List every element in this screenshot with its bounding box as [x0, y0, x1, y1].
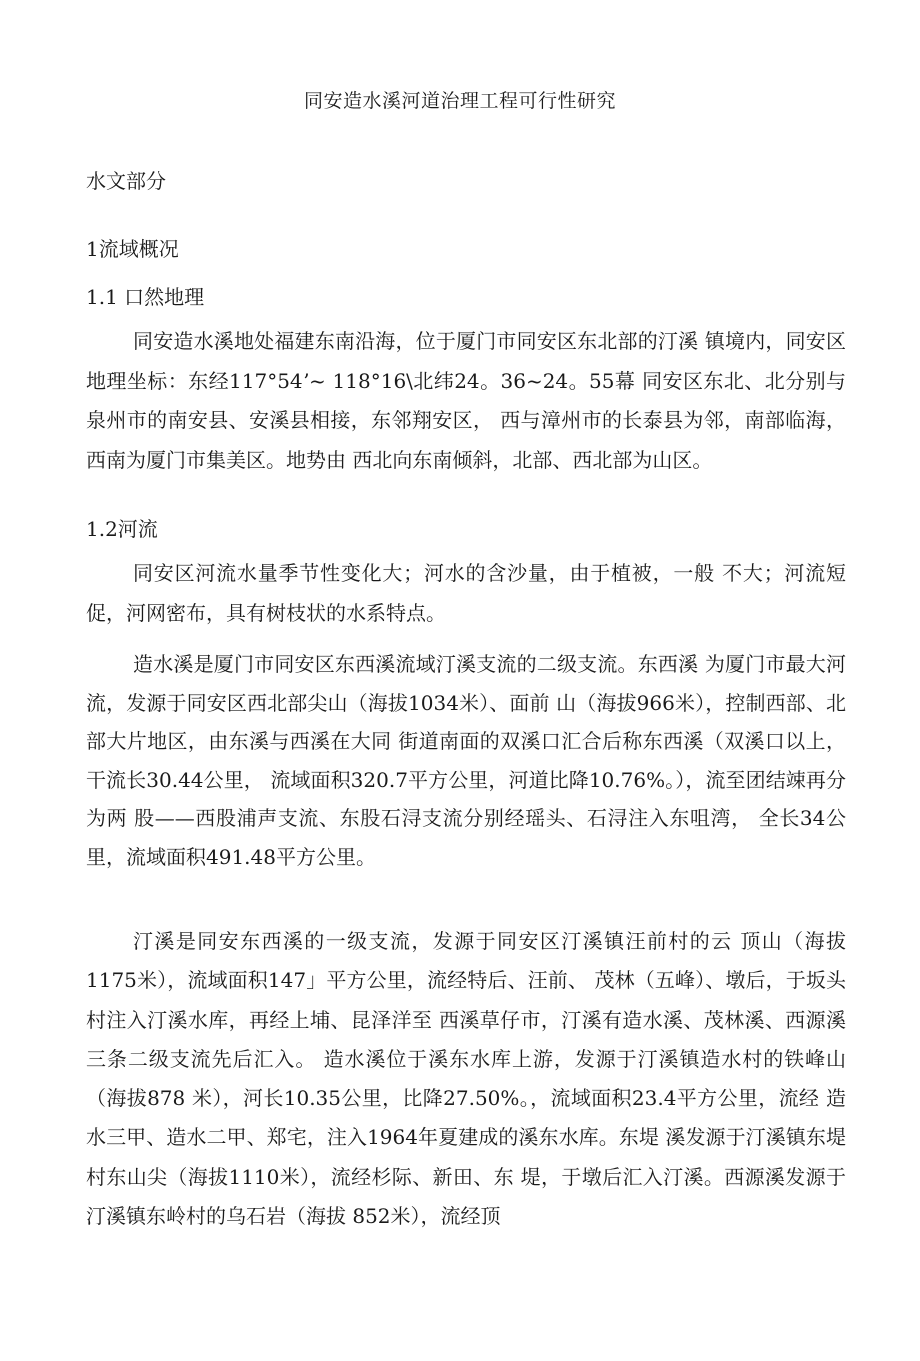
paragraph-zaoshui-stream: 造水溪是厦门市同安区东西溪流域汀溪支流的二级支流。东西溪 为厦门市最大河流，发源于同安区西北部尖山（海拔1034米）、面前 山（海拔966米），控制西部、北部大片地区，由东溪与西溪在大同 街道南面的双溪口汇合后称东西溪（双溪口以上，干流长30.44公里， 流域面积320.7平方公里，河道比降10.76%。），流至团结竦再分为两 股——西股浦声支流、东股石浔支流分别经瑶头、石浔注入东咀湾， 全长34公里，流域面积491.48平方公里。 — [86, 652, 846, 869]
document-title: 同安造水溪河道治理工程可行性研究 — [303, 90, 616, 112]
section-heading-1: 1流域概况 — [86, 237, 179, 261]
paragraph-rivers-overview: 同安区河流水量季节性变化大；河水的含沙量，由于植被，一般 不大；河流短促，河网密布，具有树枝状的水系特点。 — [86, 561, 846, 625]
paragraph-tingxi-stream: 汀溪是同安东西溪的一级支流，发源于同安区汀溪镇汪前村的云 顶山（海拔1175米），流域面积147」平方公里，流经特后、汪前、 茂林（五峰）、墩后，于坂头村注入汀溪水库，再经上埔、昆泽洋至 西溪草仔市，汀溪有造水溪、茂林溪、西源溪三条二级支流先后汇入。 造水溪位于溪东水库上游，发源于汀溪镇造水村的铁峰山（海拔878 米），河长10.35公里，比降27.50%。，流域面积23.4平方公里，流经 造水三甲、造水二甲、郑宅，注入1964年夏建成的溪东水库。东堤 溪发源于汀溪镇东堤村东山尖（海拔1110米），流经杉际、新田、东 堤，于墩后汇入汀溪。西源溪发源于汀溪镇东岭村的乌石岩（海拔 852米），流经顶 — [86, 929, 846, 1229]
paragraph-geography: 同安造水溪地处福建东南沿海，位于厦门市同安区东北部的汀溪 镇境内，同安区地理坐标：东经117°54ʼ~ 118°16\北纬24。36~24。55幕 同安区东北、北分别与泉州市的南安县、安溪县相接，东邻翔安区， 西与漳州市的长泰县为邻，南部临海，西南为厦门市集美区。地势由 西北向东南倾斜，北部、西北部为山区。 — [86, 329, 846, 472]
section-heading-1-1: 1.1 口然地理 — [86, 285, 205, 309]
part-heading: 水文部分 — [86, 169, 166, 193]
section-heading-1-2: 1.2河流 — [86, 517, 158, 541]
